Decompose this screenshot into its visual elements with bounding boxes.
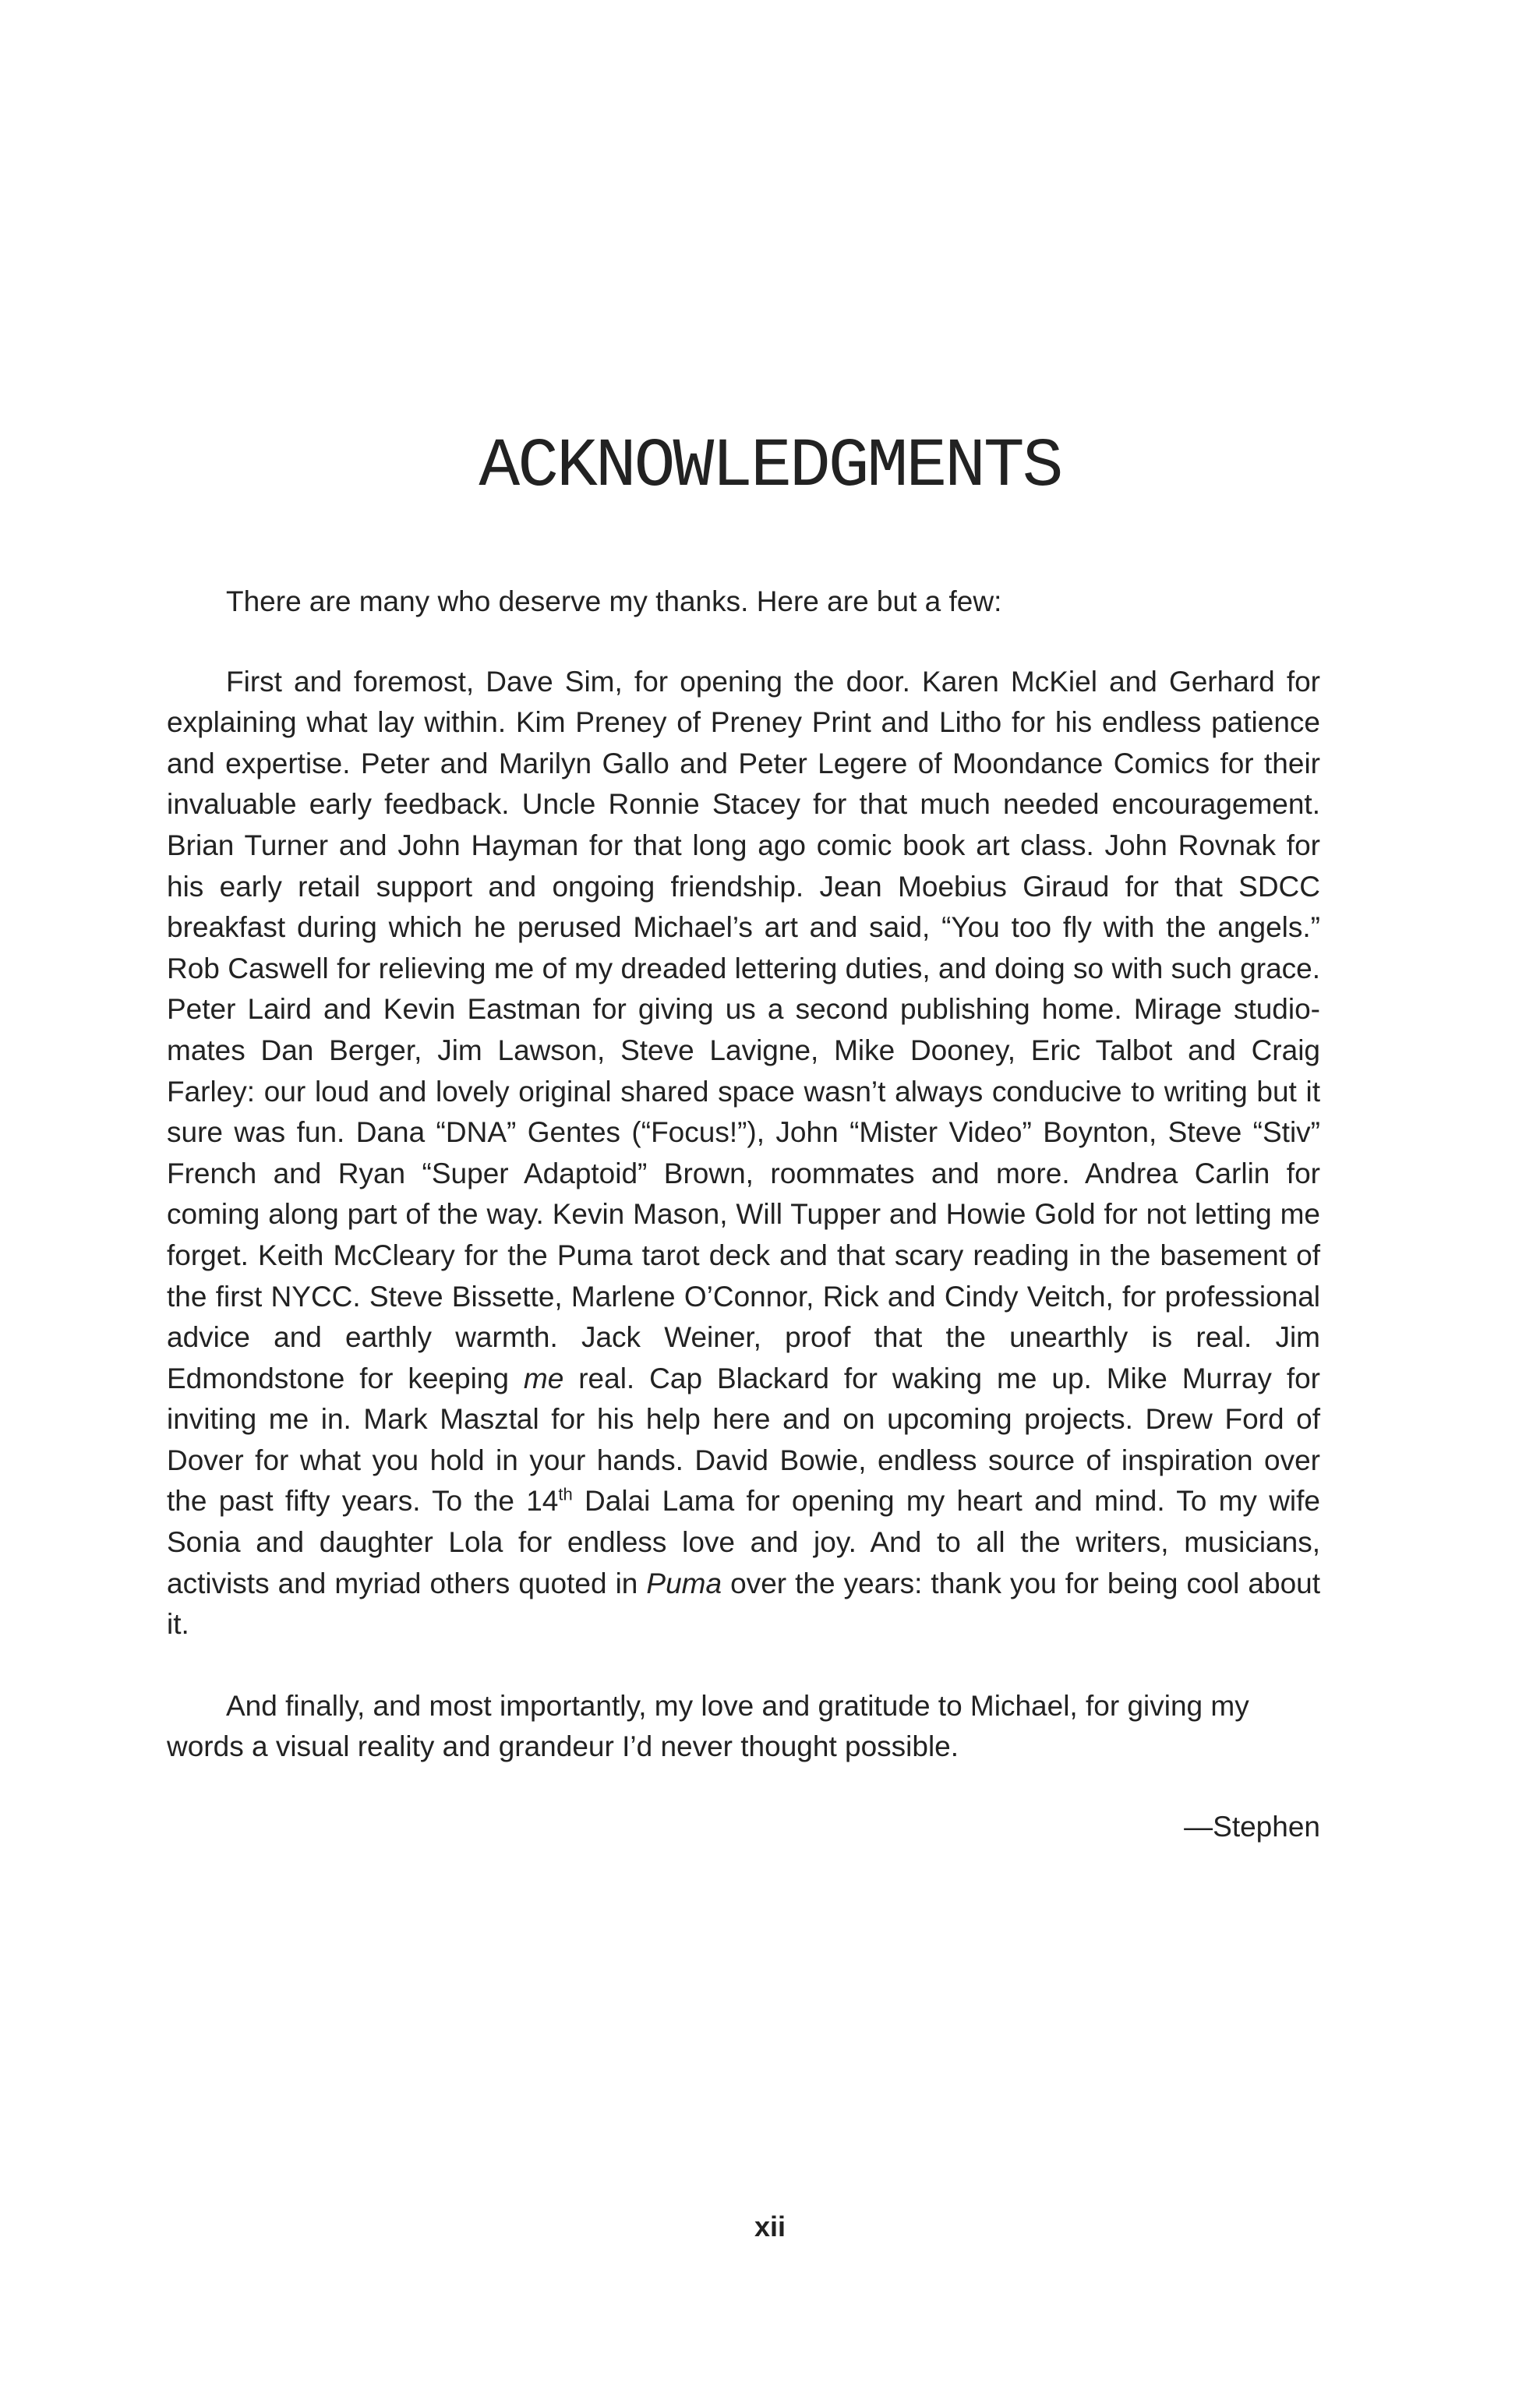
paragraph-finally: And finally, and most importantly, my love and gratitude to Michael, for giving my words a visual reality and grandeur I’d never thought possible.	[167, 1689, 1249, 1763]
paragraph-intro: There are many who deserve my thanks. Here are but a few:	[226, 585, 1002, 617]
emphasis-me: me	[523, 1362, 564, 1394]
paragraph-thanks-part-b: real. Cap Blackard for waking me up. Mike Murray for inviting me in. Mark Masztal for his help here and on upcoming projects. Drew Ford of Dover for what you hold in your hands. David Bowie, endless source of inspiration over the past fifty years. To the 14	[167, 1362, 1320, 1518]
paragraph-thanks-part-c: Dalai Lama for opening my heart and mind. To my wife Sonia and daughter Lola for endless love and joy. And to all the writers, musicians, activists and myriad others quoted in	[167, 1485, 1320, 1599]
page-number: xii	[754, 2211, 786, 2242]
paragraph-thanks	[167, 662, 1320, 1645]
signature: —Stephen	[1184, 1811, 1320, 1843]
paragraph-thanks-part-d: over the years: thank you for being cool about it.	[167, 1567, 1321, 1641]
paragraph-thanks-part-a: First and foremost, Dave Sim, for opening the door. Karen McKiel and Gerhard for explaining what lay within. Kim Preney of Preney Print and Litho for his endless patience and expertise. Peter and Marilyn Gallo and Peter Legere of Moondance Comics for their invaluable early feedback. Uncle Ronnie Stacey for that much needed encouragement. Brian Turner and John Hayman for that long ago comic book art class. John Rovnak for his early retail support and ongoing friendship. Jean Moebius Giraud for that SDCC breakfast during which he perused Michael’s art and said, “You too fly with the angels.” Rob Caswell for relieving me of my dreaded lettering duties, and doing so with such grace. Peter Laird and Kevin Eastman for giving us a second publishing home. Mirage studio-mates Dan Berger, Jim Lawson, Steve Lavigne, Mike Dooney, Eric Talbot and Craig Farley: our loud and lovely original shared space wasn’t always conducive to writing but it sure was fun. Dana “DNA” Gentes (“Focus!”), John “Mister Video” Boynton, Steve “Stiv” French and Ryan “Super Adaptoid” Brown, roommates and more. Andrea Carlin for coming along part of the way. Kevin Mason, Will Tupper and Howie Gold for not letting me forget. Keith McCleary for the Puma tarot deck and that scary reading in the basement of the first NYCC. Steve Bissette, Marlene O’Connor, Rick and Cindy Veitch, for professional advice and earthly warmth. Jack Weiner, proof that the unearthly is real. Jim Edmondstone for keeping	[167, 665, 1320, 1394]
page-title: ACKNOWLEDGMENTS	[479, 429, 1061, 506]
acknowledgments-body	[167, 581, 1320, 1848]
ordinal-superscript: th	[558, 1485, 573, 1505]
emphasis-puma: Puma	[646, 1567, 722, 1599]
